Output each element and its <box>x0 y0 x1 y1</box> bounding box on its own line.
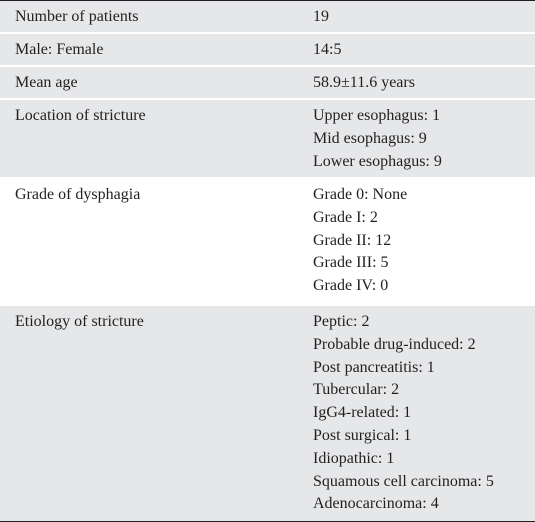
row-label: Mean age <box>15 74 78 91</box>
row-values <box>313 72 415 95</box>
row-value: Squamous cell carcinoma: 5 <box>313 472 494 490</box>
row-value: Tubercular: 2 <box>313 381 400 399</box>
row-value: IgG4-related: 1 <box>313 404 412 422</box>
row-values <box>313 184 407 298</box>
table-row <box>0 67 535 99</box>
table-row <box>0 179 535 305</box>
row-value: Adenocarcinoma: 4 <box>313 495 439 513</box>
row-label: Number of patients <box>15 8 139 25</box>
row-value: Mid esophagus: 9 <box>313 129 427 147</box>
table-row <box>0 306 535 522</box>
row-value: 58.9±11.6 years <box>313 74 415 91</box>
row-values <box>313 39 341 62</box>
row-value: Idiopathic: 1 <box>313 449 395 467</box>
row-value: Grade III: 5 <box>313 254 389 272</box>
row-value: 14:5 <box>313 41 342 58</box>
row-value: 19 <box>313 8 329 25</box>
row-value: Grade I: 2 <box>313 208 378 226</box>
row-value: Lower esophagus: 9 <box>313 152 442 170</box>
row-value: Probable drug-induced: 2 <box>313 335 476 353</box>
row-label: Grade of dysphagia <box>15 186 141 203</box>
row-value: Post surgical: 1 <box>313 426 412 444</box>
table-row <box>0 1 535 33</box>
row-values <box>313 311 494 516</box>
row-label: Location of stricture <box>15 107 146 124</box>
row-label: Etiology of stricture <box>15 313 144 330</box>
table-row <box>0 100 535 178</box>
row-value: Grade 0: None <box>313 186 408 203</box>
row-value: Peptic: 2 <box>313 313 370 330</box>
row-value: Grade II: 12 <box>313 231 392 249</box>
row-value: Upper esophagus: 1 <box>313 107 441 124</box>
table-row <box>0 34 535 66</box>
row-label: Male: Female <box>15 41 104 58</box>
row-values <box>313 105 442 173</box>
row-value: Grade IV: 0 <box>313 277 389 295</box>
row-values <box>313 6 329 29</box>
row-value: Post pancreatitis: 1 <box>313 358 435 376</box>
